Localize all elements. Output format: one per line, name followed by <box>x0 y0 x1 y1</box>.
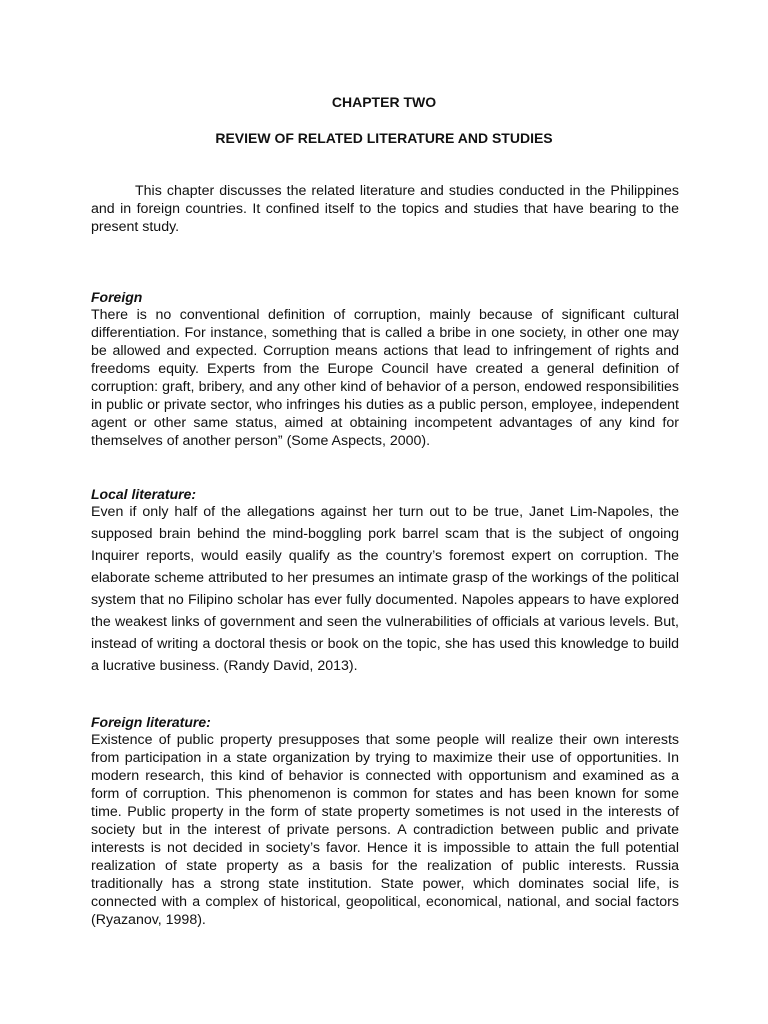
intro-paragraph: This chapter discusses the related literature and studies conducted in the Philippines and in foreign countries. It confined itself to the topics and studies that have bearing to the present study. <box>91 183 679 235</box>
section-heading-local-literature: Local literature: <box>91 486 197 502</box>
section-body-local-literature: Even if only half of the allegations against her turn out to be true, Janet Lim-Napoles, the supposed brain behind the mind-boggling pork barrel scam that is the subject of ongoing Inquirer reports, would easily qualify as the country’s foremost expert on corruption. The elaborate scheme attributed to her presumes an intimate grasp of the workings of the political system that no Filipino scholar has ever fully documented. Napoles appears to have explored the weakest links of government and seen the vulnerabilities of officials at various levels. But, instead of writing a doctoral thesis or book on the topic, she has used this knowledge to build a lucrative business. (Randy David, 2013). <box>91 504 679 674</box>
chapter-subtitle: REVIEW OF RELATED LITERATURE AND STUDIES <box>215 130 553 146</box>
section-heading-foreign: Foreign <box>91 289 143 305</box>
section-heading-foreign-literature: Foreign literature: <box>91 714 211 730</box>
section-body-foreign-literature: Existence of public property presupposes that some people will realize their own interests from participation in a state organization by trying to maximize their use of opportunities. In modern research, this kind of behavior is connected with opportunism and examined as a form of corruption. This phenomenon is common for states and has been known for some time. Public property in the form of state property sometimes is not used in the interests of society but in the interest of private persons. A contradiction between public and private interests is not decided in society’s favor. Hence it is impossible to attain the full potential realization of state property as a basis for the realization of public interests. Russia traditionally has a strong state institution. State power, which dominates social life, is connected with a complex of historical, geopolitical, economical, national, and social factors (Ryazanov, 1998). <box>91 732 679 928</box>
chapter-title: CHAPTER TWO <box>331 94 437 110</box>
section-body-foreign: There is no conventional definition of corruption, mainly because of significant cultural differentiation. For instance, something that is called a bribe in one society, in other one may be allowed and expected. Corruption means actions that lead to infringement of rights and freedoms equity. Experts from the Europe Council have created a general definition of corruption: graft, bribery, and any other kind of behavior of a person, endowed responsibilities in public or private sector, who infringes his duties as a public person, employee, independent agent or other same status, aimed at obtaining incompetent advantages of any kind for themselves of another person” (Some Aspects, 2000). <box>91 307 679 449</box>
